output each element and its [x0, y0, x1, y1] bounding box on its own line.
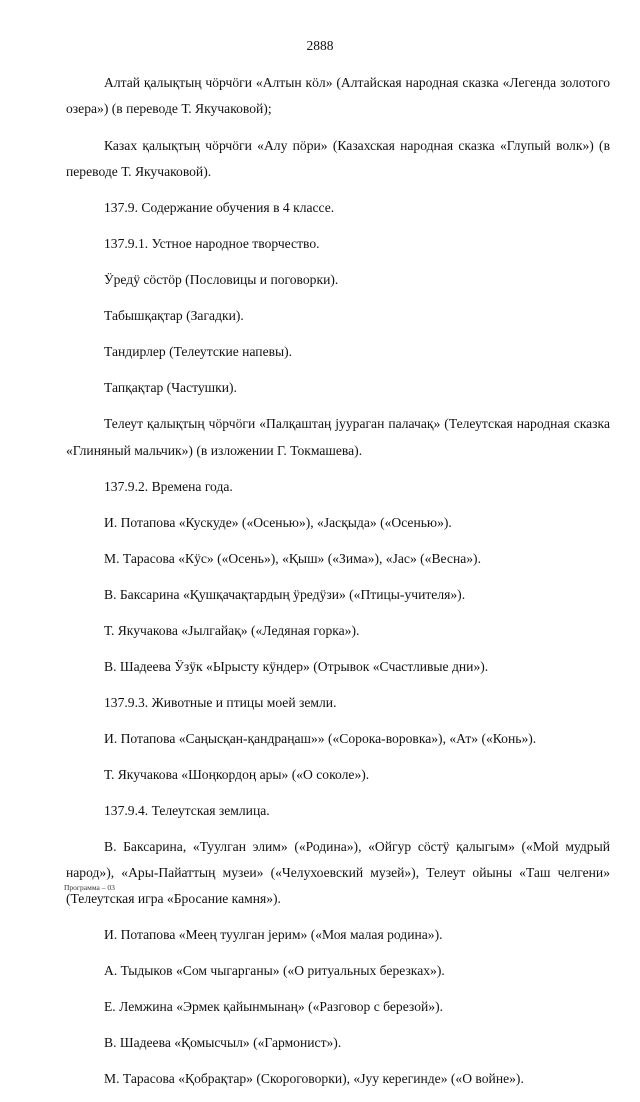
paragraph-lemzhina-birch: Е. Лемжина «Эрмек қайынмынаң» («Разговор с березой»). — [104, 999, 443, 1015]
paragraph-chastushki: Тапқақтар (Частушки). — [104, 380, 237, 396]
paragraph-kazakh-tale: Казах қалықтың чӧрчӧги «Алу пӧри» (Казахская народная сказка «Глупый волк») (в переводе Т. Якучаковой). — [66, 137, 610, 180]
paragraph-altai-tale: Алтай қалықтың чӧрчӧги «Алтын кӧл» (Алтайская народная сказка «Легенда золотого озера») (в переводе Т. Якучаковой); — [66, 75, 610, 117]
section-heading-137-9-2: 137.9.2. Времена года. — [104, 478, 233, 494]
paragraph-tarasova-seasons: М. Тарасова «Кӱс» («Осень»), «Қыш» («Зима»), «Јас» («Весна»). — [104, 550, 481, 566]
page-footer: Программа – 03 — [64, 883, 115, 892]
paragraph-potapova-autumn: И. Потапова «Кускуде» («Осенью»), «Јасқыда» («Осенью»). — [104, 514, 452, 530]
paragraph-songs: Тандирлер (Телеутские напевы). — [104, 344, 293, 360]
paragraph-shadeeva-accordion: В. Шадеева «Қомысчыл» («Гармонист»). — [104, 1035, 342, 1051]
page-number: 2888 — [306, 38, 334, 53]
paragraph-tydykov-birches: А. Тыдыков «Сом чыгарганы» («О ритуальных березках»). — [104, 963, 445, 979]
paragraph-baksarina-birds: В. Баксарина «Қушқачақтардың ӱредӱзи» («Птицы-учителя»). — [104, 586, 466, 602]
section-heading-137-9-3: 137.9.3. Животные и птицы моей земли. — [104, 694, 337, 710]
paragraph-proverbs: Ӱредӱ сӧстӧр (Пословицы и поговорки). — [104, 272, 339, 288]
paragraph-riddles: Табышқақтар (Загадки). — [104, 308, 244, 324]
paragraph-teleut-tale: Телеут қалықтың чӧрчӧги «Палқаштаң јуураган палачақ» (Телеутская народная сказка «Глиняный мальчик») (в изложении Г. Токмашева). — [66, 416, 610, 458]
paragraph-potapova-magpie: И. Потапова «Саңысқан-қандраңаш»» («Сорока-воровка»), «Ат» («Конь»). — [104, 730, 537, 746]
paragraph-yakuchakova-hill: Т. Якучакова «Јылгайақ» («Ледяная горка»). — [104, 622, 360, 638]
paragraph-potapova-homeland: И. Потапова «Меең туулган јерим» («Моя малая родина»). — [104, 927, 443, 943]
document-body — [66, 70, 610, 1102]
paragraph-shadeeva-days: В. Шадеева Ӱзӱк «Ырысту кӱндер» (Отрывок «Счастливые дни»). — [104, 658, 489, 674]
paragraph-baksarina-homeland: В. Баксарина, «Туулган элим» («Родина»), «Ойгур сӧстӱ қалыгым» («Мой мудрый народ»), «Ары-Пайаттың музеи» («Челухоевский музей»), Телеут ойыны «Таш челгени» (Телеутская игра «Бросание камня»). — [66, 838, 610, 907]
section-heading-137-9: 137.9. Содержание обучения в 4 классе. — [104, 200, 335, 216]
section-heading-137-9-4: 137.9.4. Телеутская землица. — [104, 802, 270, 818]
section-heading-137-9-1: 137.9.1. Устное народное творчество. — [104, 236, 320, 252]
paragraph-yakuchakova-falcon: Т. Якучакова «Шоңкордоң ары» («О соколе»). — [104, 766, 370, 782]
paragraph-tarasova-tongue-twisters: М. Тарасова «Қобрақтар» (Скороговорки), «Јуу керегинде» («О войне»). — [104, 1071, 524, 1087]
